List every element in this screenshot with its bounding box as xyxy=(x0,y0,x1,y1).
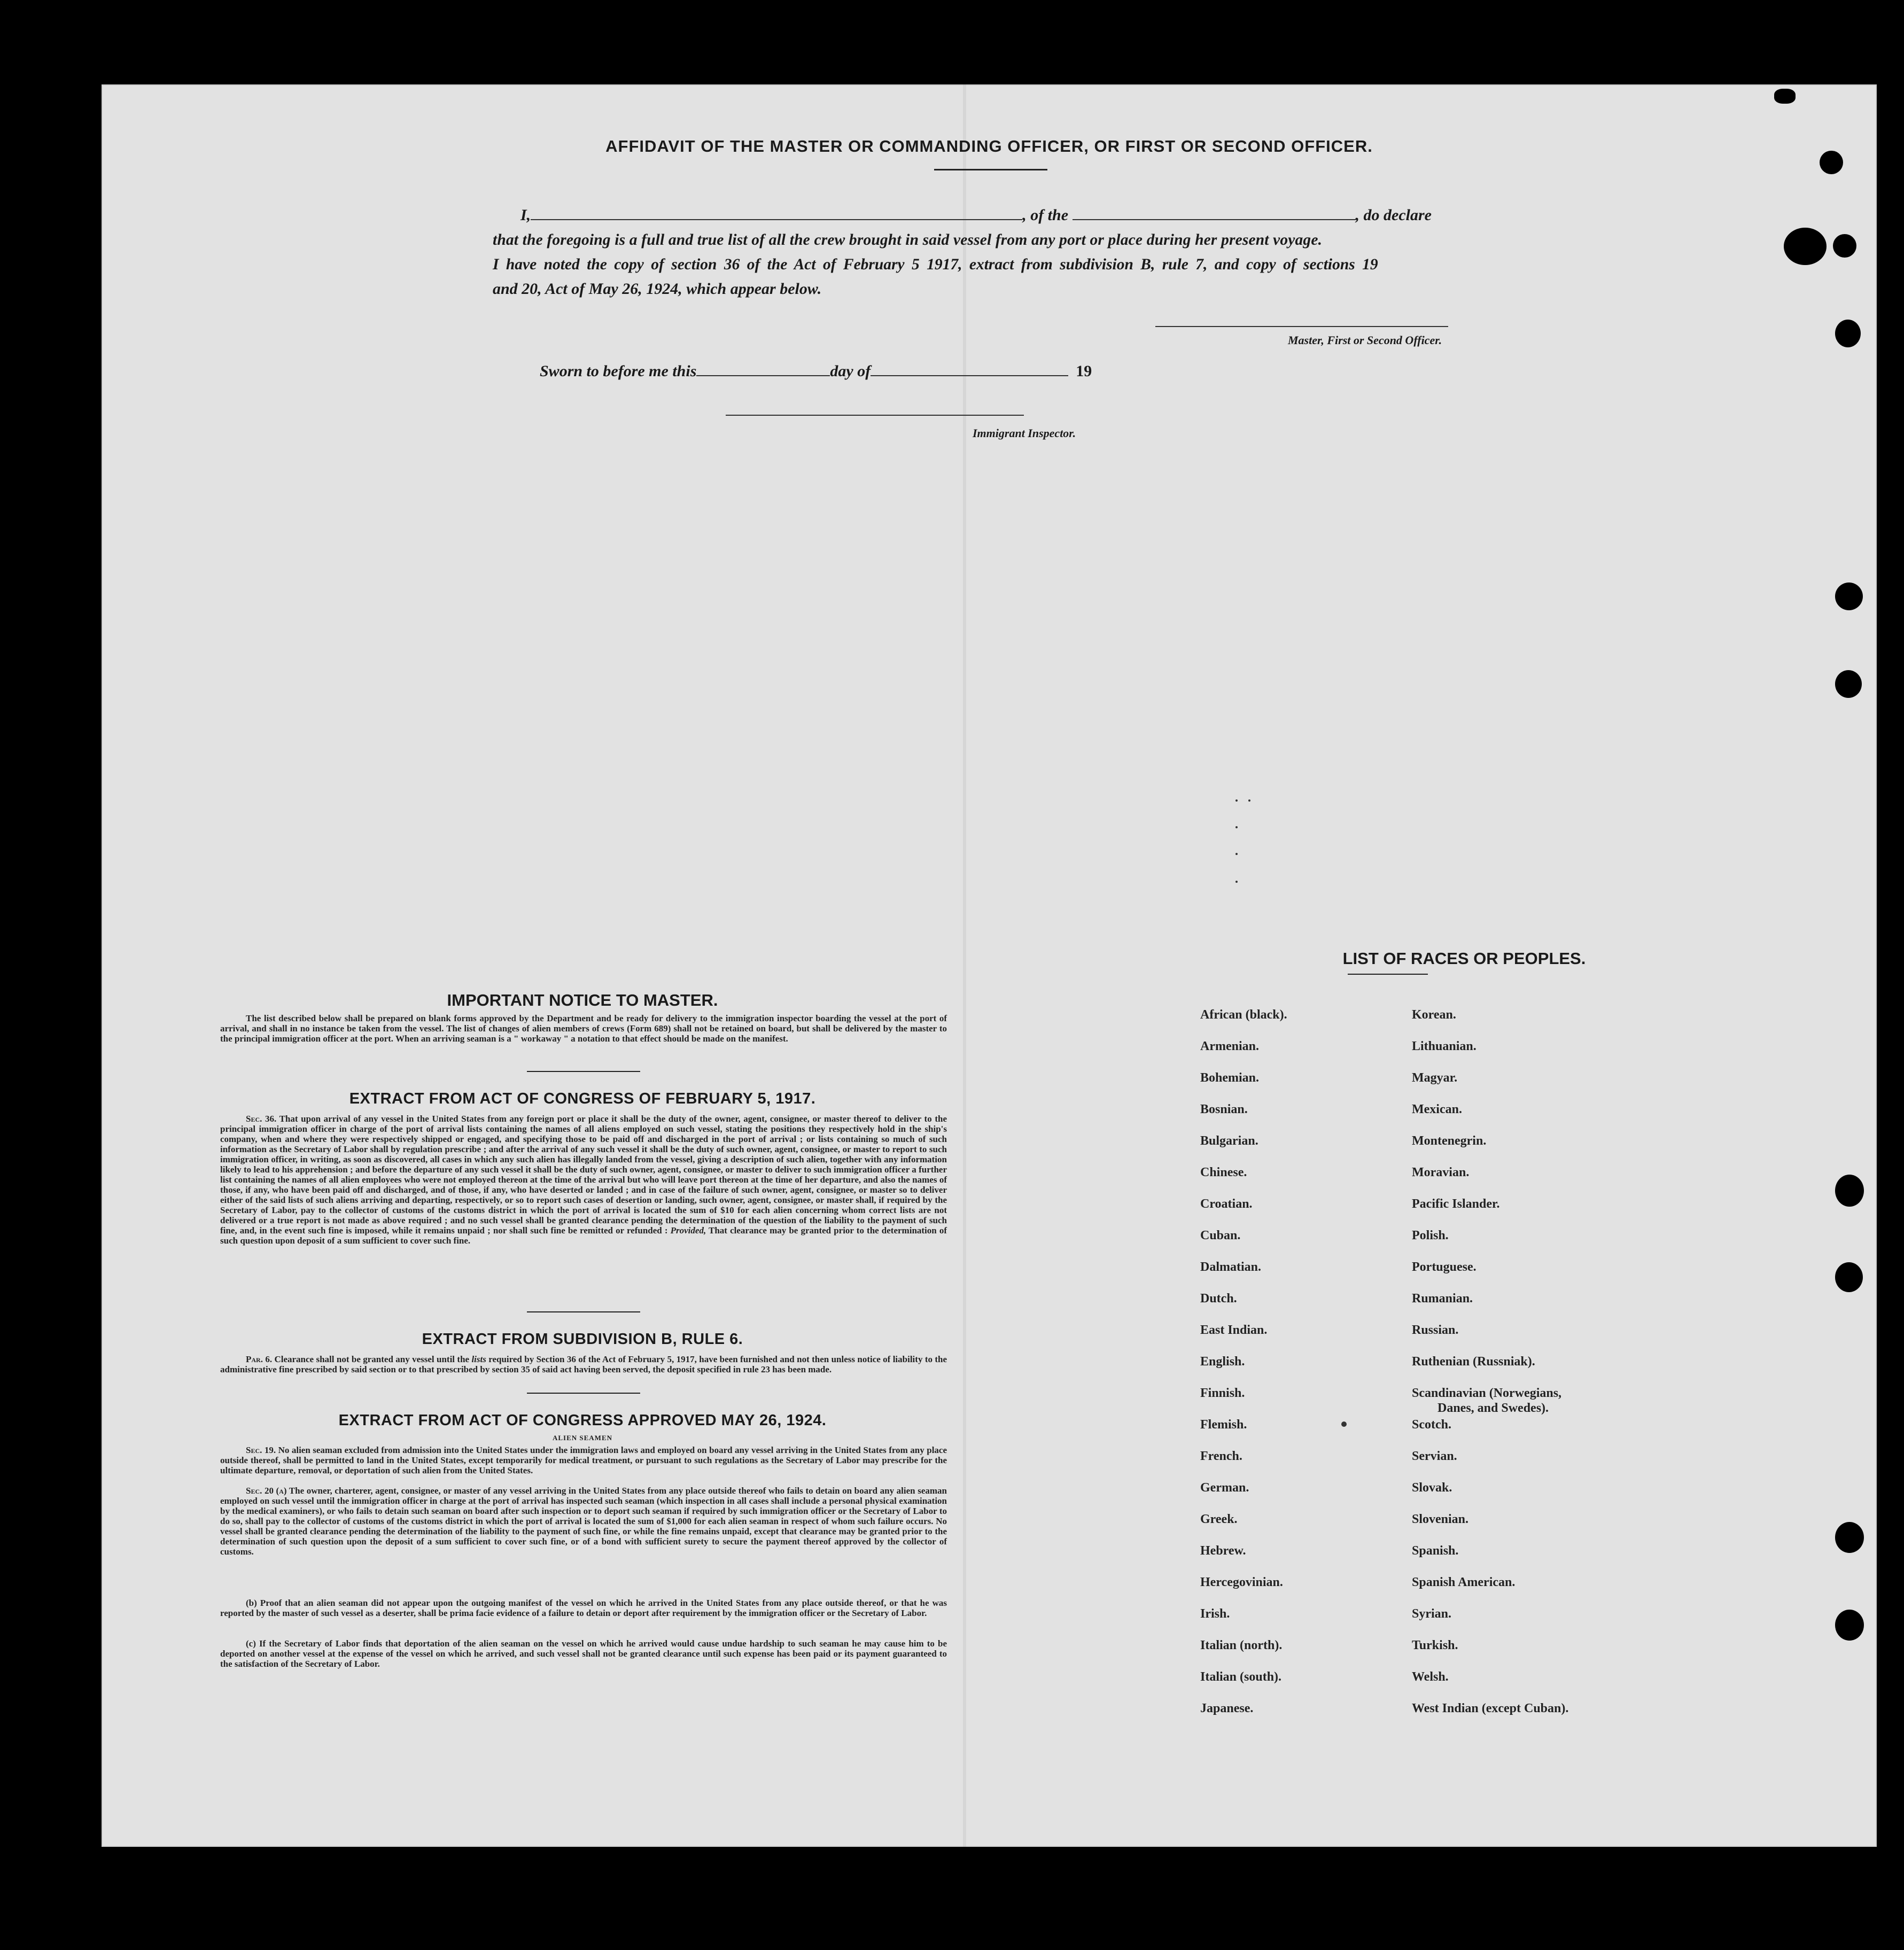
race-item: Syrian. xyxy=(1412,1607,1452,1621)
extract-1917-title: EXTRACT FROM ACT OF CONGRESS OF FEBRUARY 5, 1917. xyxy=(349,1090,816,1107)
sec20b-text: (b) Proof that an alien seaman did not appear upon the outgoing manifest of the vessel on which he arrived in the United States from any place outside thereof, or that he was reported by the master of such vessel as a deserter, shall be prima facie evidence of a failure to detain or deport after requirement by the immigration officer or the Secretary of Labor. xyxy=(220,1598,947,1618)
inspector-caption: Immigrant Inspector. xyxy=(973,426,1076,440)
punch-hole xyxy=(1833,234,1856,258)
par6-text-b: required by Section 36 of the Act of February 5, 1917, have been furnished and not then unless notice of liability to the administrative fine prescribed by said section or to that prescribed by section 35 of said act having been served, the deposit specified in rule 23 has been made. xyxy=(220,1354,947,1374)
race-item: Moravian. xyxy=(1412,1166,1470,1179)
race-item: Lithuanian. xyxy=(1412,1039,1476,1053)
affidavit-line-4: and 20, Act of May 26, 1924, which appear below. xyxy=(493,280,822,298)
punch-hole xyxy=(1784,228,1827,265)
races-title: LIST OF RACES OR PEOPLES. xyxy=(1342,949,1586,968)
race-item: Spanish American. xyxy=(1412,1575,1516,1589)
extract-1917-rule xyxy=(527,1311,640,1312)
sworn-prefix: Sworn to before me this xyxy=(540,362,697,380)
master-signature-line[interactable] xyxy=(1155,326,1448,327)
punch-hole xyxy=(1835,1262,1863,1292)
race-item: Portuguese. xyxy=(1412,1260,1476,1274)
races-rule xyxy=(1348,974,1428,975)
race-item: Montenegrin. xyxy=(1412,1134,1487,1148)
sworn-month-blank[interactable] xyxy=(871,375,1068,376)
race-item: Bulgarian. xyxy=(1200,1134,1258,1148)
race-item: Dalmatian. xyxy=(1200,1260,1261,1274)
punch-hole xyxy=(1835,1175,1864,1207)
sec36-text-end: That clearance may be granted prior to the determination of such question upon deposit of a sum sufficient to cover such fine. xyxy=(220,1225,947,1246)
extract-rule6-title: EXTRACT FROM SUBDIVISION B, RULE 6. xyxy=(422,1331,743,1348)
speck xyxy=(1248,799,1250,802)
race-item: English. xyxy=(1200,1355,1245,1369)
race-item: Servian. xyxy=(1412,1449,1457,1463)
race-item: Cuban. xyxy=(1200,1229,1241,1242)
race-item: Japanese. xyxy=(1200,1702,1254,1715)
race-item: Welsh. xyxy=(1412,1670,1449,1684)
sec36-text: That upon arrival of any vessel in the United States from any foreign port or place it shall be the duty of the owner, agent, consignee, or master thereof to deliver to the principal immigration officer in charge of the port of arrival lists containing the names of all aliens employed on such vessel, stating the positions they respectively hold in the ship's company, when and where they were respectively shipped or engaged, and specifying those to be paid off and discharged in the port of arrival ; or lists containing so much of such information as the Secretary of Labor shall by regulation prescribe ; and after the arrival of any such vessel it shall be the duty of such owner, agent, consignee, or master to report to such immigration officer, in writing, as soon as discovered, all cases in which any such alien has illegally landed from the vessel, giving a description of such alien, together with any information likely to lead to his apprehension ; and before the departure of any such vessel it shall be the duty of such owner, agent, consignee, or master to deliver to such immigration officer a further list containing the names of all alien employees who were not employed thereon at the time of the arrival but who will leave port thereon at the time of her departure, and also the names of those, if any, who have been paid off and discharged, and of those, if any, who have deserted or landed ; and in case of the failure of such owner, agent, consignee, or master so to deliver either of the said lists of such aliens arriving and departing, respectively, or so to report such cases of desertion or landing, such owner, agent, consignee, or master shall, if required by the Secretary of Labor, pay to the collector of customs of the customs district in which the port of arrival is located the sum of $10 for each alien concerning whom correct lists are not delivered or a true report is not made as above required ; and no such vessel shall be granted clearance pending the determination of the question of the liability to the payment of such fine, and, in the event such fine is imposed, while it remains unpaid ; nor shall such fine be remitted or refunded : xyxy=(220,1114,947,1236)
race-item: East Indian. xyxy=(1200,1323,1268,1337)
race-item: Ruthenian (Russniak). xyxy=(1412,1355,1535,1369)
sec20a-body: The owner, charterer, agent, consignee, or master of any vessel arriving in the United States from any place outside thereof who fails to detain on board any alien seaman employed on such vessel until the immigration officer in charge at the port of arrival has inspected such seaman (which inspection in all cases shall include a personal physical examination by the medical examiners), or who fails to detain such seaman on board after such inspection or to deport such seaman if required by such immigration officer or the Secretary of Labor to do so, shall pay to the collector of customs of the customs district in which the port of arrival is located the sum of $1,000 for each alien seaman in respect of whom such failure occurs. No vessel shall be granted clearance pending the determination of the liability to the payment of such fine, or while the fine remains unpaid, except that clearance may be granted prior to the determination of such question upon the deposit of a sum sufficient to cover such fine, or of a bond with sufficient surety to secure the payment thereof approved by the collector of customs. xyxy=(220,1486,947,1557)
speck xyxy=(1235,853,1238,855)
race-item: Spanish. xyxy=(1412,1544,1459,1558)
notice-rule xyxy=(527,1071,640,1072)
sec19-body: No alien seaman excluded from admission into the United States under the immigration laws and employed on board any vessel arriving in the United States from any place outside thereof, shall be permitted to land in the United States, except temporarily for medical treatment, or pursuant to such regulations as the Secretary of Labor may prescribe for the ultimate departure, removal, or deportation of such alien from the United States. xyxy=(220,1445,947,1475)
race-item: Bosnian. xyxy=(1200,1102,1248,1116)
race-item: West Indian (except Cuban). xyxy=(1412,1702,1569,1715)
race-item: Dutch. xyxy=(1200,1292,1237,1306)
title-rule xyxy=(934,169,1047,170)
speck xyxy=(1235,799,1238,802)
race-item: Armenian. xyxy=(1200,1039,1259,1053)
race-item: Korean. xyxy=(1412,1008,1456,1022)
alien-seamen-header: ALIEN SEAMEN xyxy=(552,1434,613,1442)
race-item: African (black). xyxy=(1200,1008,1287,1022)
notice-title: IMPORTANT NOTICE TO MASTER. xyxy=(447,991,718,1009)
race-item: German. xyxy=(1200,1481,1249,1495)
punch-hole xyxy=(1835,670,1862,698)
document-page xyxy=(102,84,1877,1847)
race-item: Russian. xyxy=(1412,1323,1459,1337)
race-item: Slovenian. xyxy=(1412,1512,1469,1526)
affidavit-declare: , do declare xyxy=(1355,206,1432,224)
race-item: Rumanian. xyxy=(1412,1292,1473,1306)
affidavit-i: I, xyxy=(520,206,531,224)
master-caption: Master, First or Second Officer. xyxy=(1288,333,1442,347)
race-item: Irish. xyxy=(1200,1607,1230,1621)
par6-label: Par. 6. xyxy=(246,1354,273,1364)
sec19-text xyxy=(220,1445,947,1475)
race-item: French. xyxy=(1200,1449,1242,1463)
extract-rule6-text xyxy=(220,1354,947,1374)
vessel-blank[interactable] xyxy=(1073,219,1356,220)
speck xyxy=(1235,881,1238,883)
affidavit-line-2: that the foregoing is a full and true list of all the crew brought in said vessel from any port or place during her present voyage. xyxy=(493,231,1323,248)
extract-rule6-rule xyxy=(527,1393,640,1394)
punch-hole xyxy=(1774,89,1796,104)
race-item: Magyar. xyxy=(1412,1071,1458,1085)
speck xyxy=(1235,826,1238,828)
race-item: Croatian. xyxy=(1200,1197,1253,1211)
sworn-year: 19 xyxy=(1076,362,1092,380)
affidavit-line-3: I have noted the copy of section 36 of the Act of February 5 1917, extract from subdivision B, rule 7, and copy of sections 19 xyxy=(493,256,1378,273)
race-item: Slovak. xyxy=(1412,1481,1452,1495)
race-item: Flemish. xyxy=(1200,1418,1247,1432)
sworn-day-of: day of xyxy=(830,362,871,380)
sec20c-text: (c) If the Secretary of Labor finds that deportation of the alien seaman on the vessel on which he arrived would cause undue hardship to such seaman he may cause him to be deported on another vessel at the expense of the vessel on which he arrived, and such vessel shall not be granted clearance until such expense has been paid or its payment guaranteed to the satisfaction of the Secretary of Labor. xyxy=(220,1638,947,1669)
notice-text: The list described below shall be prepared on blank forms approved by the Department and be ready for delivery to the immigration inspector boarding the vessel at the port of arrival, and shall in no instance be taken from the vessel. The list of changes of alien members of crews (Form 689) shall not be retained on board, but shall be delivered by the master to the principal immigration officer at the port. When an arriving seaman is a " workaway " a notation to that effect should be made on the manifest. xyxy=(220,1013,947,1044)
race-item: Greek. xyxy=(1200,1512,1238,1526)
affidavit-line-1 xyxy=(493,203,1444,228)
punch-hole xyxy=(1835,1522,1864,1553)
sworn-line xyxy=(540,362,1092,380)
inspector-signature-line[interactable] xyxy=(726,415,1024,416)
race-item: Hebrew. xyxy=(1200,1544,1246,1558)
par6-text-a: Clearance shall not be granted any vessel until the xyxy=(274,1354,470,1364)
sec19-label: Sec. 19. xyxy=(246,1445,276,1455)
page-fold xyxy=(963,84,966,1847)
race-item: Finnish. xyxy=(1200,1386,1245,1400)
race-item: Mexican. xyxy=(1412,1102,1462,1116)
punch-hole xyxy=(1835,582,1863,610)
provided-word: Provided, xyxy=(670,1225,706,1236)
sec36-label: Sec. 36. xyxy=(246,1114,277,1124)
lists-word: lists xyxy=(471,1354,486,1364)
race-item: Italian (north). xyxy=(1200,1638,1283,1652)
sworn-day-blank[interactable] xyxy=(696,375,830,376)
sec20a-text xyxy=(220,1486,947,1557)
race-item: Chinese. xyxy=(1200,1166,1247,1179)
affidavit-title: AFFIDAVIT OF THE MASTER OR COMMANDING OFFICER, OR FIRST OR SECOND OFFICER. xyxy=(605,137,1373,156)
race-item: Hercegovinian. xyxy=(1200,1575,1283,1589)
race-item: Turkish. xyxy=(1412,1638,1458,1652)
extract-1917-text xyxy=(220,1114,947,1246)
name-blank[interactable] xyxy=(531,219,1022,220)
punch-hole xyxy=(1835,1610,1864,1641)
race-item: Scandinavian (Norwegians, xyxy=(1412,1386,1562,1400)
race-item: Italian (south). xyxy=(1200,1670,1282,1684)
affidavit-of-the: , of the xyxy=(1022,206,1069,224)
sec20-label: Sec. 20 (a) xyxy=(246,1486,287,1496)
race-item: Pacific Islander. xyxy=(1412,1197,1500,1211)
race-item: Bohemian. xyxy=(1200,1071,1260,1085)
speck xyxy=(1341,1421,1347,1427)
race-right-continuation: Danes, and Swedes). xyxy=(1437,1401,1549,1415)
race-item: Polish. xyxy=(1412,1229,1449,1242)
race-item: Scotch. xyxy=(1412,1418,1451,1432)
extract-1924-title: EXTRACT FROM ACT OF CONGRESS APPROVED MAY 26, 1924. xyxy=(338,1412,827,1429)
punch-hole xyxy=(1835,320,1861,347)
